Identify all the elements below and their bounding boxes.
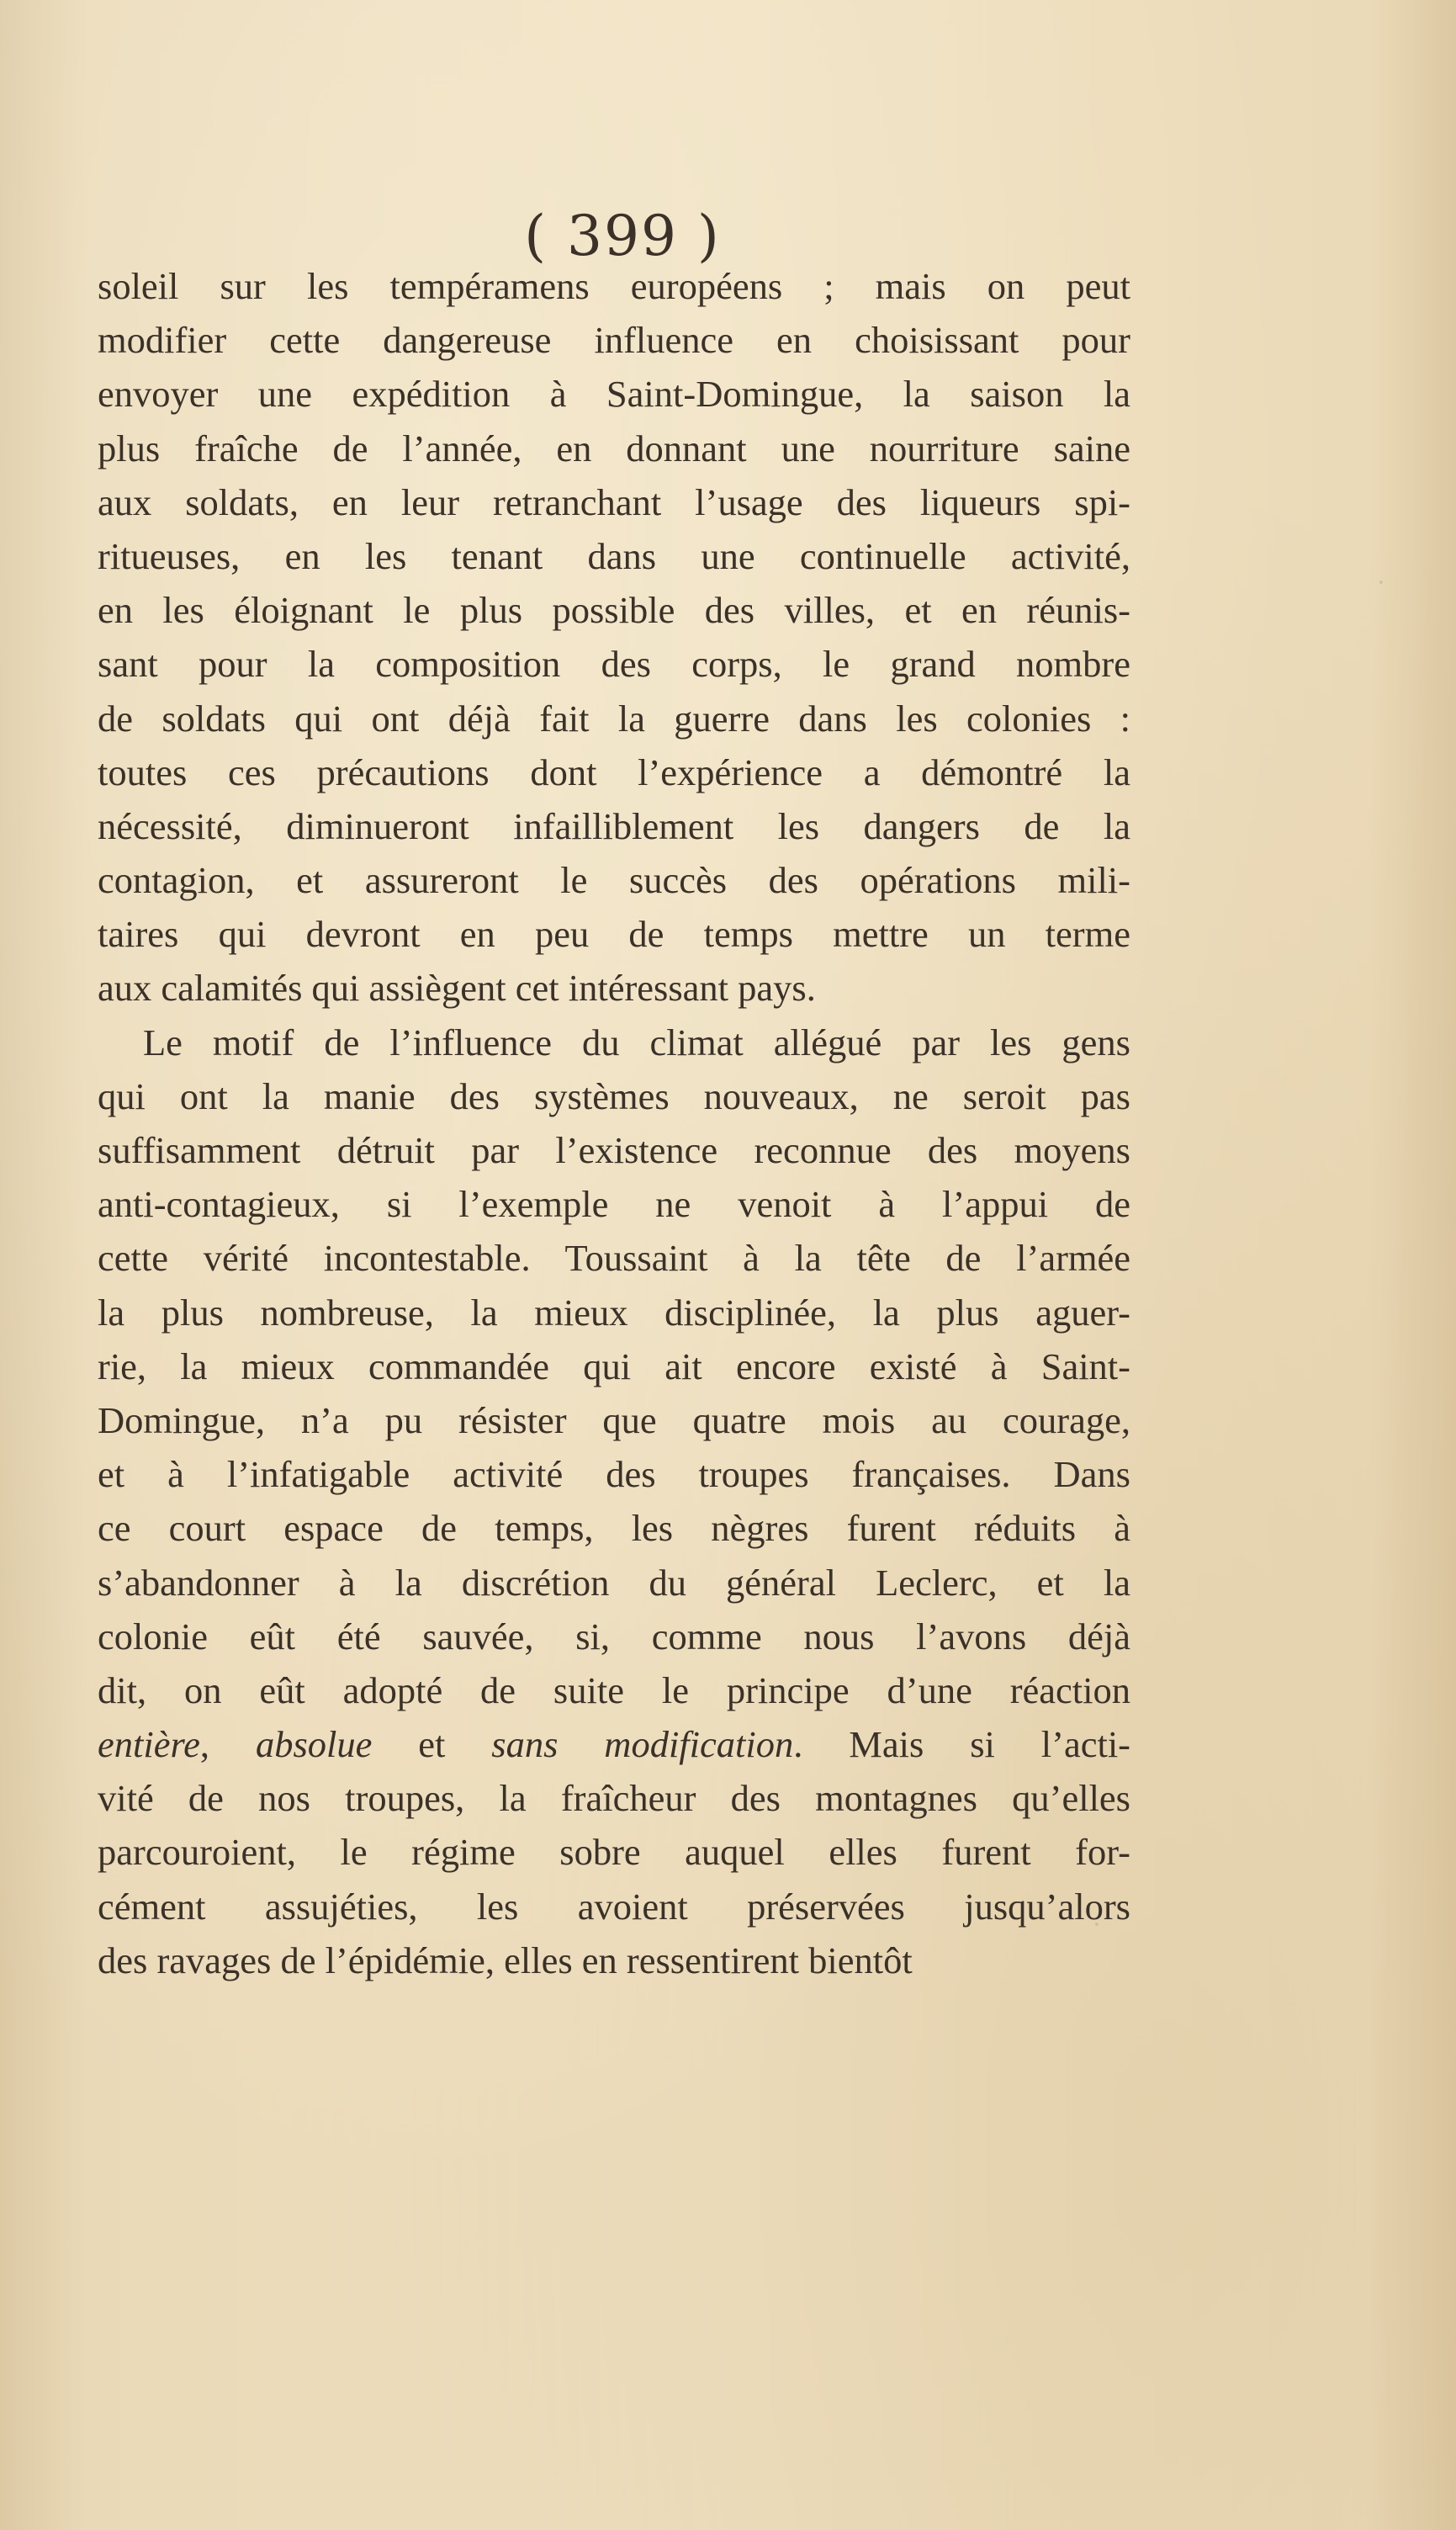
text-line xyxy=(98,1933,1130,1987)
line-text: soleil sur les tempéramens européens ; mais on peut xyxy=(98,265,1130,307)
line-text: de soldats qui ont déjà fait la guerre dans les colonies : xyxy=(98,697,1130,740)
paper-spot xyxy=(1095,1923,1099,1926)
paper-spot xyxy=(1379,581,1383,584)
line-text: plus fraîche de l’année, en donnant une nourriture saine xyxy=(98,427,1130,469)
line-text: ce court espace de temps, les nègres furent réduits à xyxy=(98,1507,1130,1550)
line-text: cette vérité incontestable. Toussaint à la tête de l’armée xyxy=(98,1237,1130,1280)
line-text: sant pour la composition des corps, le grand nombre xyxy=(98,643,1130,686)
line-text: dit, on eût adopté de suite le principe d’une réaction xyxy=(98,1668,1130,1711)
line-text: anti-contagieux, si l’exemple ne venoit à l’appui de xyxy=(98,1183,1130,1226)
text-line xyxy=(98,529,1130,583)
line-text: des ravages de l’épidémie, elles en ressentirent bientôt xyxy=(98,1939,913,1981)
line-text: suffisamment détruit par l’existence reconnue des moyens xyxy=(98,1129,1130,1171)
text-line xyxy=(98,745,1130,799)
text-line xyxy=(98,422,1130,475)
text-line xyxy=(98,313,1130,367)
text-line xyxy=(98,692,1130,745)
text-line xyxy=(98,475,1130,529)
text-line xyxy=(98,1501,1130,1555)
text-line xyxy=(98,637,1130,691)
paper-spot xyxy=(1119,1098,1123,1102)
line-text: vité de nos troupes, la fraîcheur des montagnes qu’elles xyxy=(98,1777,1130,1820)
line-text: la plus nombreuse, la mieux disciplinée, la plus aguer- xyxy=(98,1291,1130,1334)
text-line xyxy=(98,1016,1130,1069)
text-line xyxy=(98,1771,1130,1825)
text-line xyxy=(98,1177,1130,1231)
text-line xyxy=(98,853,1130,907)
text-line xyxy=(98,259,1130,313)
text-line xyxy=(98,1717,1130,1771)
line-text: aux soldats, en leur retranchant l’usage des liqueurs spi- xyxy=(98,480,1130,523)
italic-text: absolue xyxy=(255,1723,373,1766)
line-text: en les éloignant le plus possible des villes, et en réunis- xyxy=(98,589,1130,632)
line-text: qui ont la manie des systèmes nouveaux, ne seroit pas xyxy=(98,1074,1130,1117)
line-text: s’abandonner à la discrétion du général Leclerc, et la xyxy=(98,1561,1130,1604)
italic-text: sans modification xyxy=(491,1723,794,1766)
text-line xyxy=(98,1339,1130,1393)
line-text: nécessité, diminueront infailliblement les dangers de la xyxy=(98,804,1130,847)
line-text: Le motif de l’influence du climat allégué par les gens xyxy=(143,1021,1130,1063)
line-text: Domingue, n’a pu résister que quatre mois au courage, xyxy=(98,1398,1130,1441)
page-number: ( 399 ) xyxy=(524,204,721,268)
line-text: envoyer une expédition à Saint-Domingue, la saison la xyxy=(98,373,1130,416)
text-line xyxy=(98,1231,1130,1285)
line-text: taires qui devront en peu de temps mettre un terme xyxy=(98,913,1130,956)
text-line xyxy=(98,367,1130,421)
italic-text: entière xyxy=(98,1723,200,1766)
line-text: modifier cette dangereuse influence en choisissant pour xyxy=(98,319,1130,362)
line-text: , xyxy=(199,1723,256,1766)
text-line xyxy=(98,583,1130,637)
line-text: toutes ces précautions dont l’expérience a démontré la xyxy=(98,751,1130,793)
text-line xyxy=(98,1663,1130,1717)
line-text: ritueuses, en les tenant dans une continuelle activité, xyxy=(98,534,1130,577)
text-line xyxy=(98,1123,1130,1177)
line-text: parcouroient, le régime sobre auquel elles furent for- xyxy=(98,1831,1130,1874)
text-line xyxy=(98,1447,1130,1501)
text-line xyxy=(98,1286,1130,1339)
text-line xyxy=(98,1610,1130,1663)
line-text: et xyxy=(372,1723,492,1766)
line-text: et à l’infatigable activité des troupes françaises. Dans xyxy=(98,1453,1130,1496)
line-text: cément assujéties, les avoient préservées jusqu’alors xyxy=(98,1885,1130,1928)
line-text: aux calamités qui assiègent cet intéressant pays. xyxy=(98,967,816,1010)
text-line xyxy=(98,799,1130,853)
text-line xyxy=(98,1880,1130,1933)
text-line xyxy=(98,1556,1130,1610)
text-line xyxy=(98,907,1130,961)
text-line xyxy=(98,1393,1130,1447)
text-line xyxy=(98,961,1130,1015)
text-line xyxy=(98,1069,1130,1123)
line-text: . Mais si l’acti- xyxy=(793,1723,1131,1766)
body-text xyxy=(98,259,1130,1987)
line-text: contagion, et assureront le succès des opérations mili- xyxy=(98,859,1130,902)
line-text: colonie eût été sauvée, si, comme nous l’avons déjà xyxy=(98,1615,1130,1657)
text-line xyxy=(98,1825,1130,1879)
line-text: rie, la mieux commandée qui ait encore existé à Saint- xyxy=(98,1345,1130,1387)
